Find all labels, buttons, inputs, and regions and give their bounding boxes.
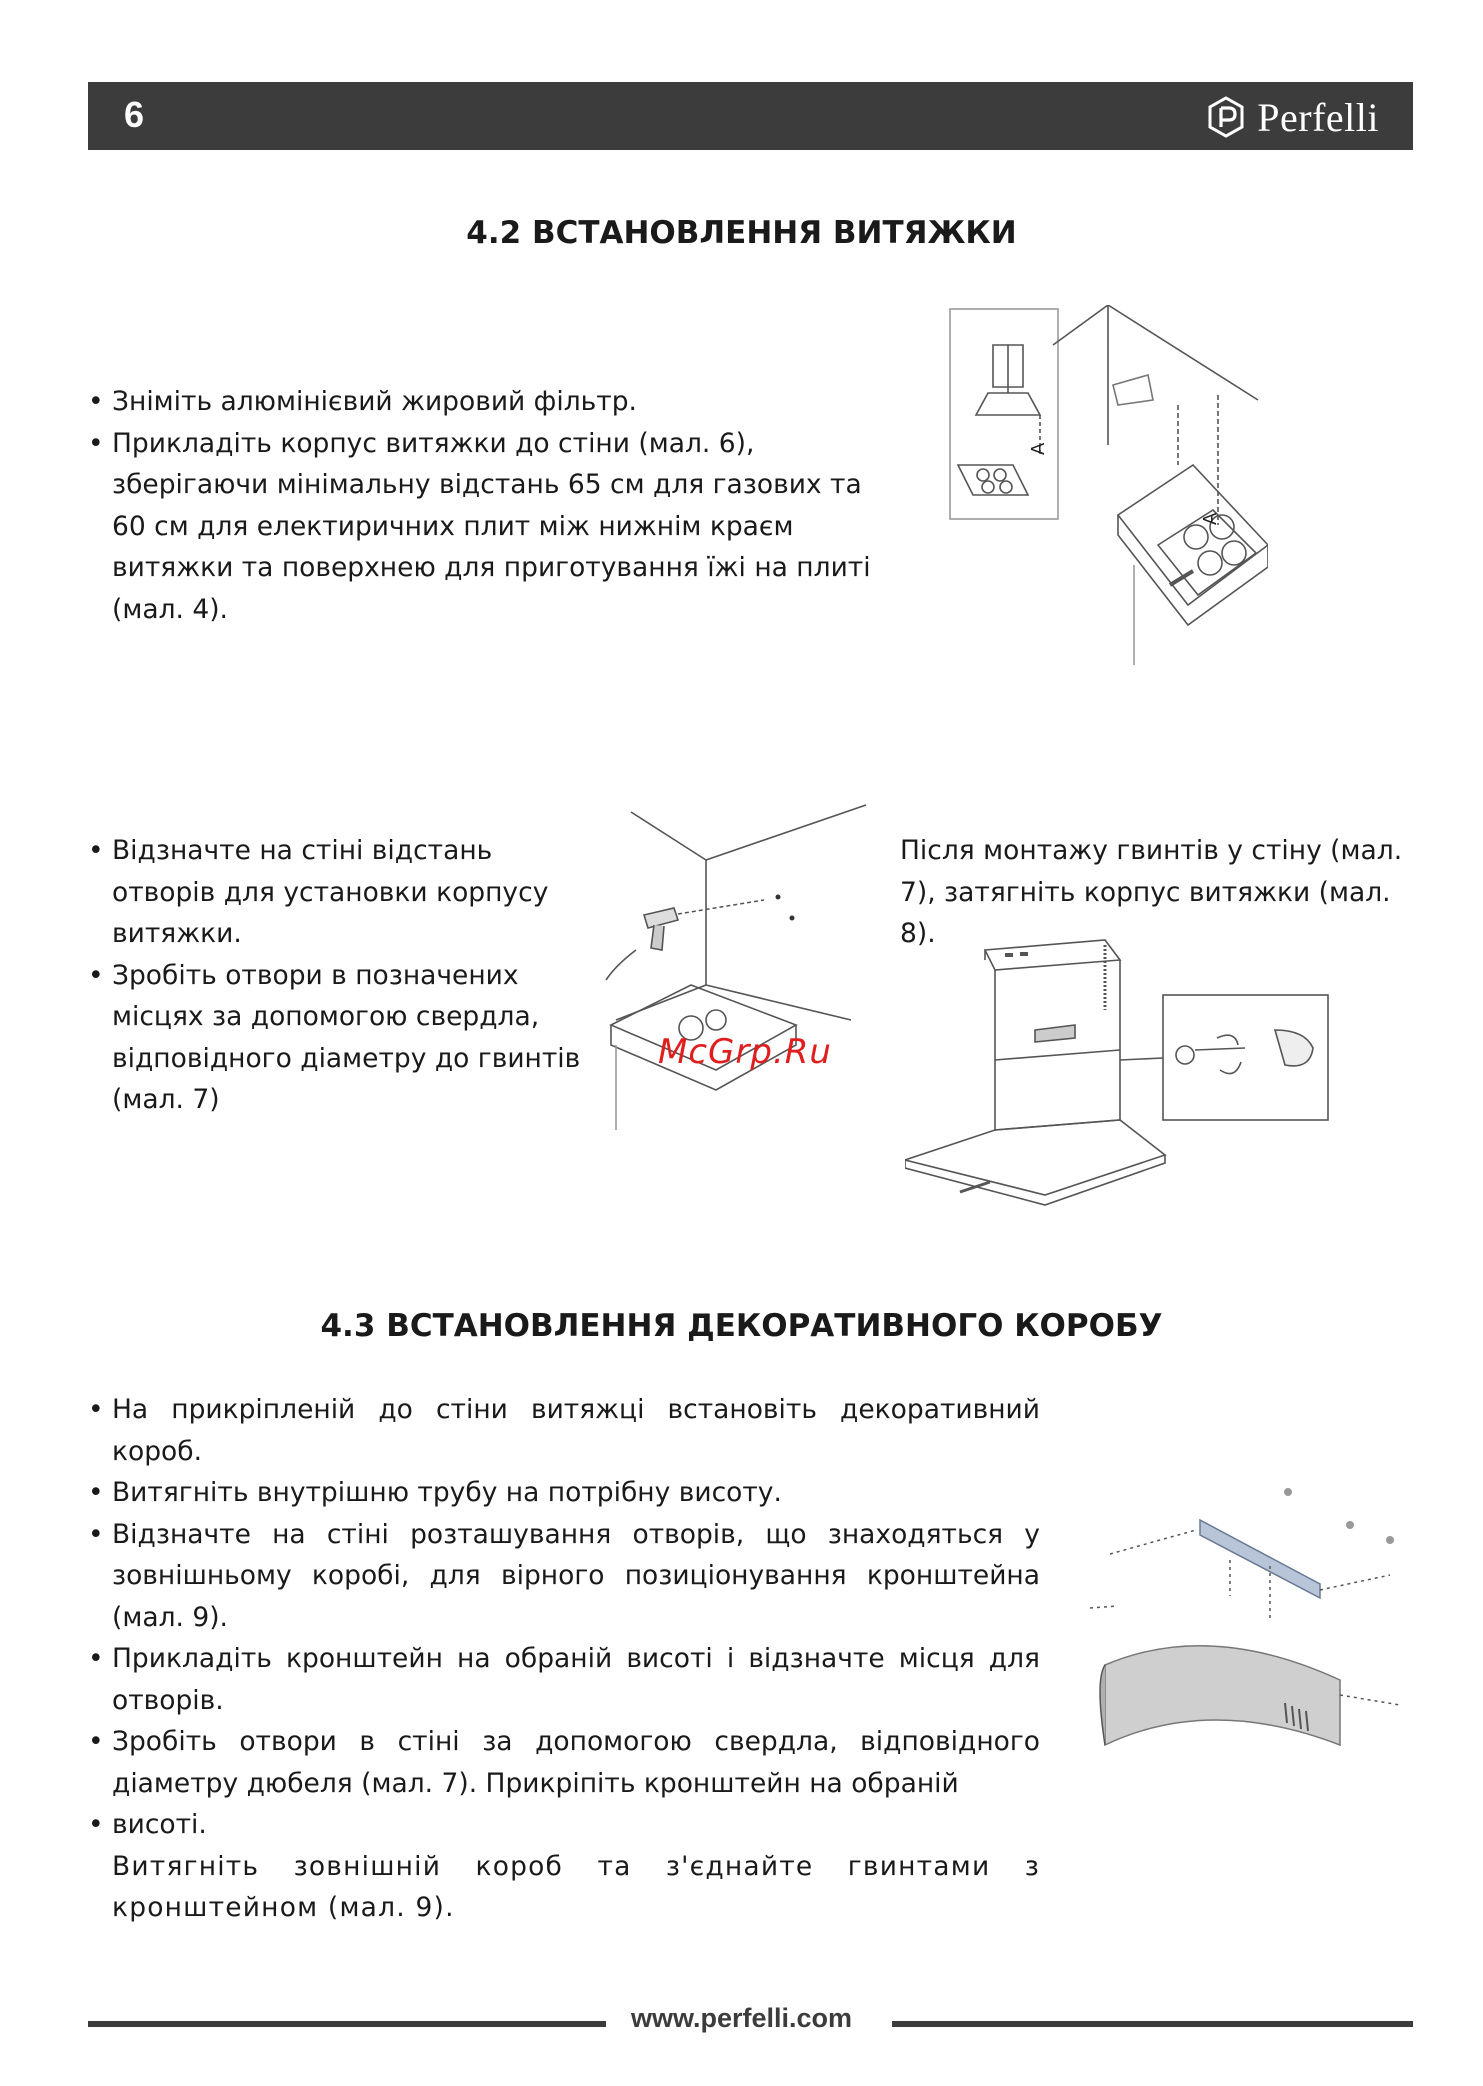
after-mount-text: Після монтажу гвинтів у стіну (мал. 7), затягніть корпус витяжки (мал. 8). — [900, 835, 1403, 949]
list-item: • На прикріпленій до стіни витяжці встановіть декоративний короб. — [88, 1389, 1040, 1472]
section-4-3-title: 4.3 ВСТАНОВЛЕННЯ ДЕКОРАТИВНОГО КОРОБУ — [320, 1308, 1163, 1344]
section-4-2-title: 4.2 ВСТАНОВЛЕННЯ ВИТЯЖКИ — [466, 215, 1017, 251]
svg-text:A: A — [1200, 512, 1221, 525]
list-item: • Зробіть отвори в позначених місцях за допомогою свердла, відповідного діаметру до гвинтів (мал. 7) — [88, 955, 588, 1121]
list-item: • Зніміть алюмінієвий жировий фільтр. — [88, 381, 888, 423]
list-item: • Відзначте на стіні відстань отворів для установки корпусу витяжки. — [88, 830, 588, 955]
list-item: • Відзначте на стіні розташування отворів, що знаходяться у зовнішньому коробі, для вірного позиціонування кронштейна (мал. 9). — [88, 1514, 1040, 1639]
install-steps-list-a — [88, 381, 888, 630]
decorative-box-steps-list — [88, 1389, 1040, 1929]
watermark-text: McGrp.Ru — [658, 1032, 832, 1072]
install-steps-list-b — [88, 830, 588, 1121]
list-item: • висоті. — [88, 1804, 1040, 1846]
list-item: Витягніть зовнішній короб та з'єднайте гвинтами з кронштейном (мал. 9). — [112, 1850, 1040, 1923]
figure-bracket — [1090, 1480, 1420, 1750]
svg-text:A: A — [1028, 442, 1049, 455]
list-item: • Витягніть внутрішню трубу на потрібну висоту. — [88, 1472, 1040, 1514]
figure-hood-mount — [905, 930, 1335, 1230]
footer-url: www.perfelli.com — [630, 2003, 853, 2033]
figure-drilling — [596, 800, 896, 1130]
page-number: 6 — [124, 94, 145, 135]
list-item: • Прикладіть корпус витяжки до стіни (мал. 6), зберігаючи мінімальну відстань 65 см для газових та 60 см для електиричних плит між нижнім краєм витяжки та поверхнею для приготування їжі на плиті (мал. 4). — [88, 423, 888, 631]
list-item: • Прикладіть кронштейн на обраній висоті і відзначте місця для отворів. — [88, 1638, 1040, 1721]
perfelli-logo-icon — [1205, 96, 1247, 138]
brand-name: Perfelli — [1257, 94, 1379, 140]
figure-wall-distance — [948, 305, 1268, 675]
list-item: • Зробіть отвори в стіні за допомогою свердла, відповідного діаметру дюбеля (мал. 7). Прикріпіть кронштейн на обраній — [88, 1721, 1040, 1804]
header-bar — [88, 82, 1413, 150]
brand-logo — [1205, 94, 1379, 140]
